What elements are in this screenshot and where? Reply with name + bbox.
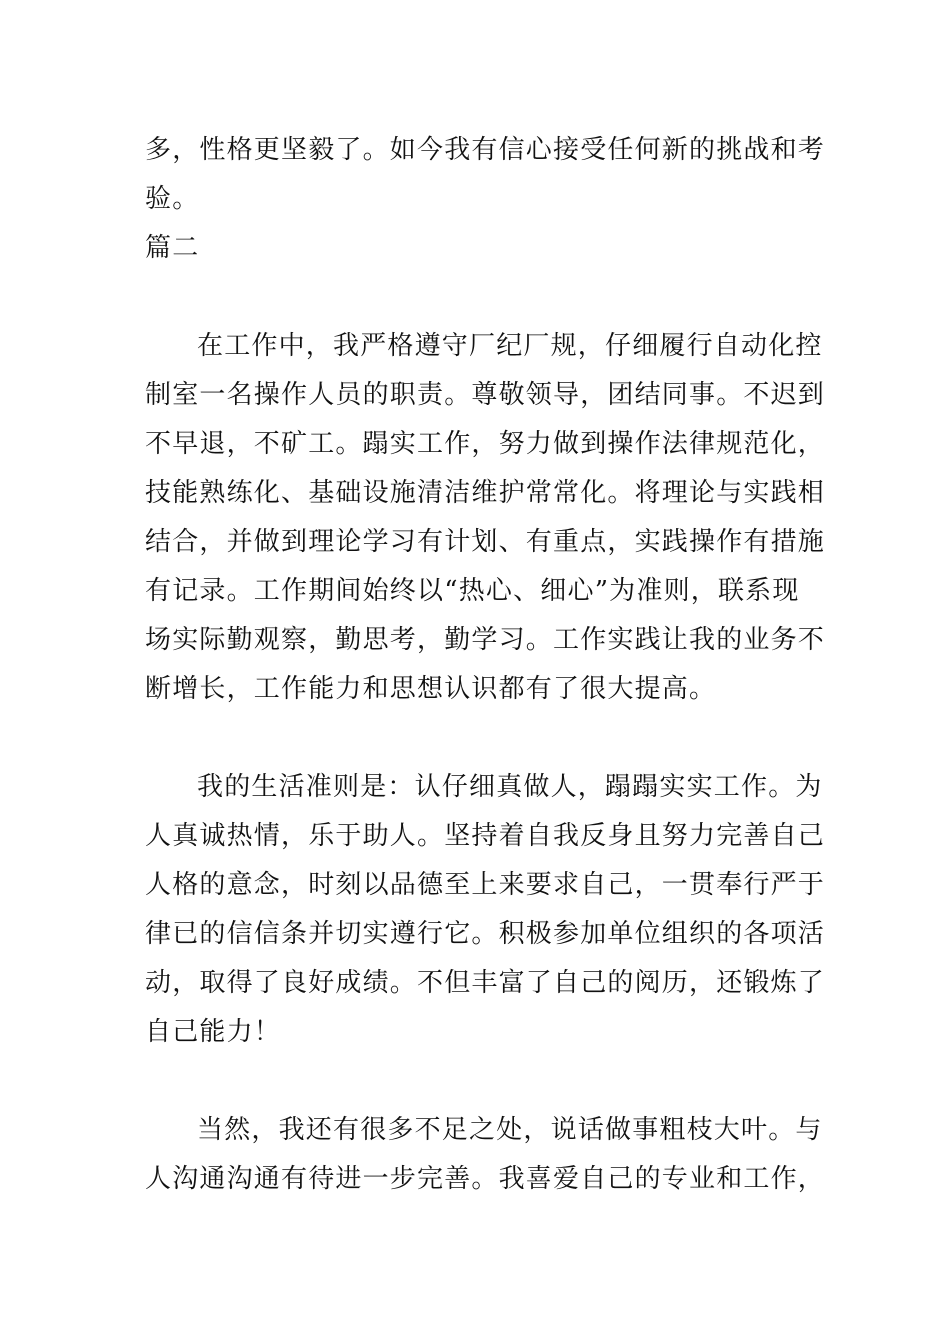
section-heading: 篇二 — [145, 233, 200, 263]
text-line: 场实际勤观察，勤思考，勤学习。工作实践让我的业务不 — [145, 625, 826, 655]
text-line: 人沟通沟通有待进一步完善。我喜爱自己的专业和工作， — [145, 1164, 826, 1194]
text-line: 自己能力！ — [145, 1017, 282, 1047]
text-line: 人真诚热情，乐于助人。坚持着自我反身且努力完善自己 — [145, 821, 826, 851]
paragraph-work — [145, 322, 826, 714]
paragraph-life — [145, 763, 826, 1057]
paragraph-gap — [145, 714, 810, 763]
text-line: 断增长，工作能力和思想认识都有了很大提高。 — [145, 674, 717, 704]
text-line: 我的生活准则是：认仔细真做人，蹋蹋实实工作。为 — [197, 772, 823, 802]
text-line: 律已的信信条并切实遵行它。积极参加单位组织的各项活 — [145, 919, 826, 949]
text-line: 有记录。工作期间始终以“热心、细心”为准则，联系现 — [145, 576, 800, 606]
intro-paragraph — [145, 126, 826, 224]
text-line: 制室一名操作人员的职责。尊敬领导，团结同事。不迟到 — [145, 380, 826, 410]
paragraph-gap — [145, 273, 810, 322]
paragraph-gap — [145, 1057, 810, 1106]
text-line: 不早退，不矿工。蹋实工作，努力做到操作法律规范化， — [145, 429, 826, 459]
text-line: 结合，并做到理论学习有计划、有重点，实践操作有措施 — [145, 527, 826, 557]
document-page — [145, 126, 826, 1204]
text-line: 多，性格更坚毅了。如今我有信心接受任何新的挑战和考 — [145, 135, 826, 165]
text-line: 验。 — [145, 184, 200, 214]
text-line: 动，取得了良好成绩。不但丰富了自己的阅历，还锻炼了 — [145, 968, 826, 998]
text-line: 在工作中，我严格遵守厂纪厂规，仔细履行自动化控 — [197, 331, 823, 361]
text-line: 当然，我还有很多不足之处，说话做事粗枝大叶。与 — [197, 1115, 823, 1145]
text-line: 人格的意念，时刻以品德至上来要求自己，一贯奉行严于 — [145, 870, 826, 900]
paragraph-shortcomings — [145, 1106, 826, 1204]
text-line: 技能熟练化、基础设施清洁维护常常化。将理论与实践相 — [145, 478, 826, 508]
